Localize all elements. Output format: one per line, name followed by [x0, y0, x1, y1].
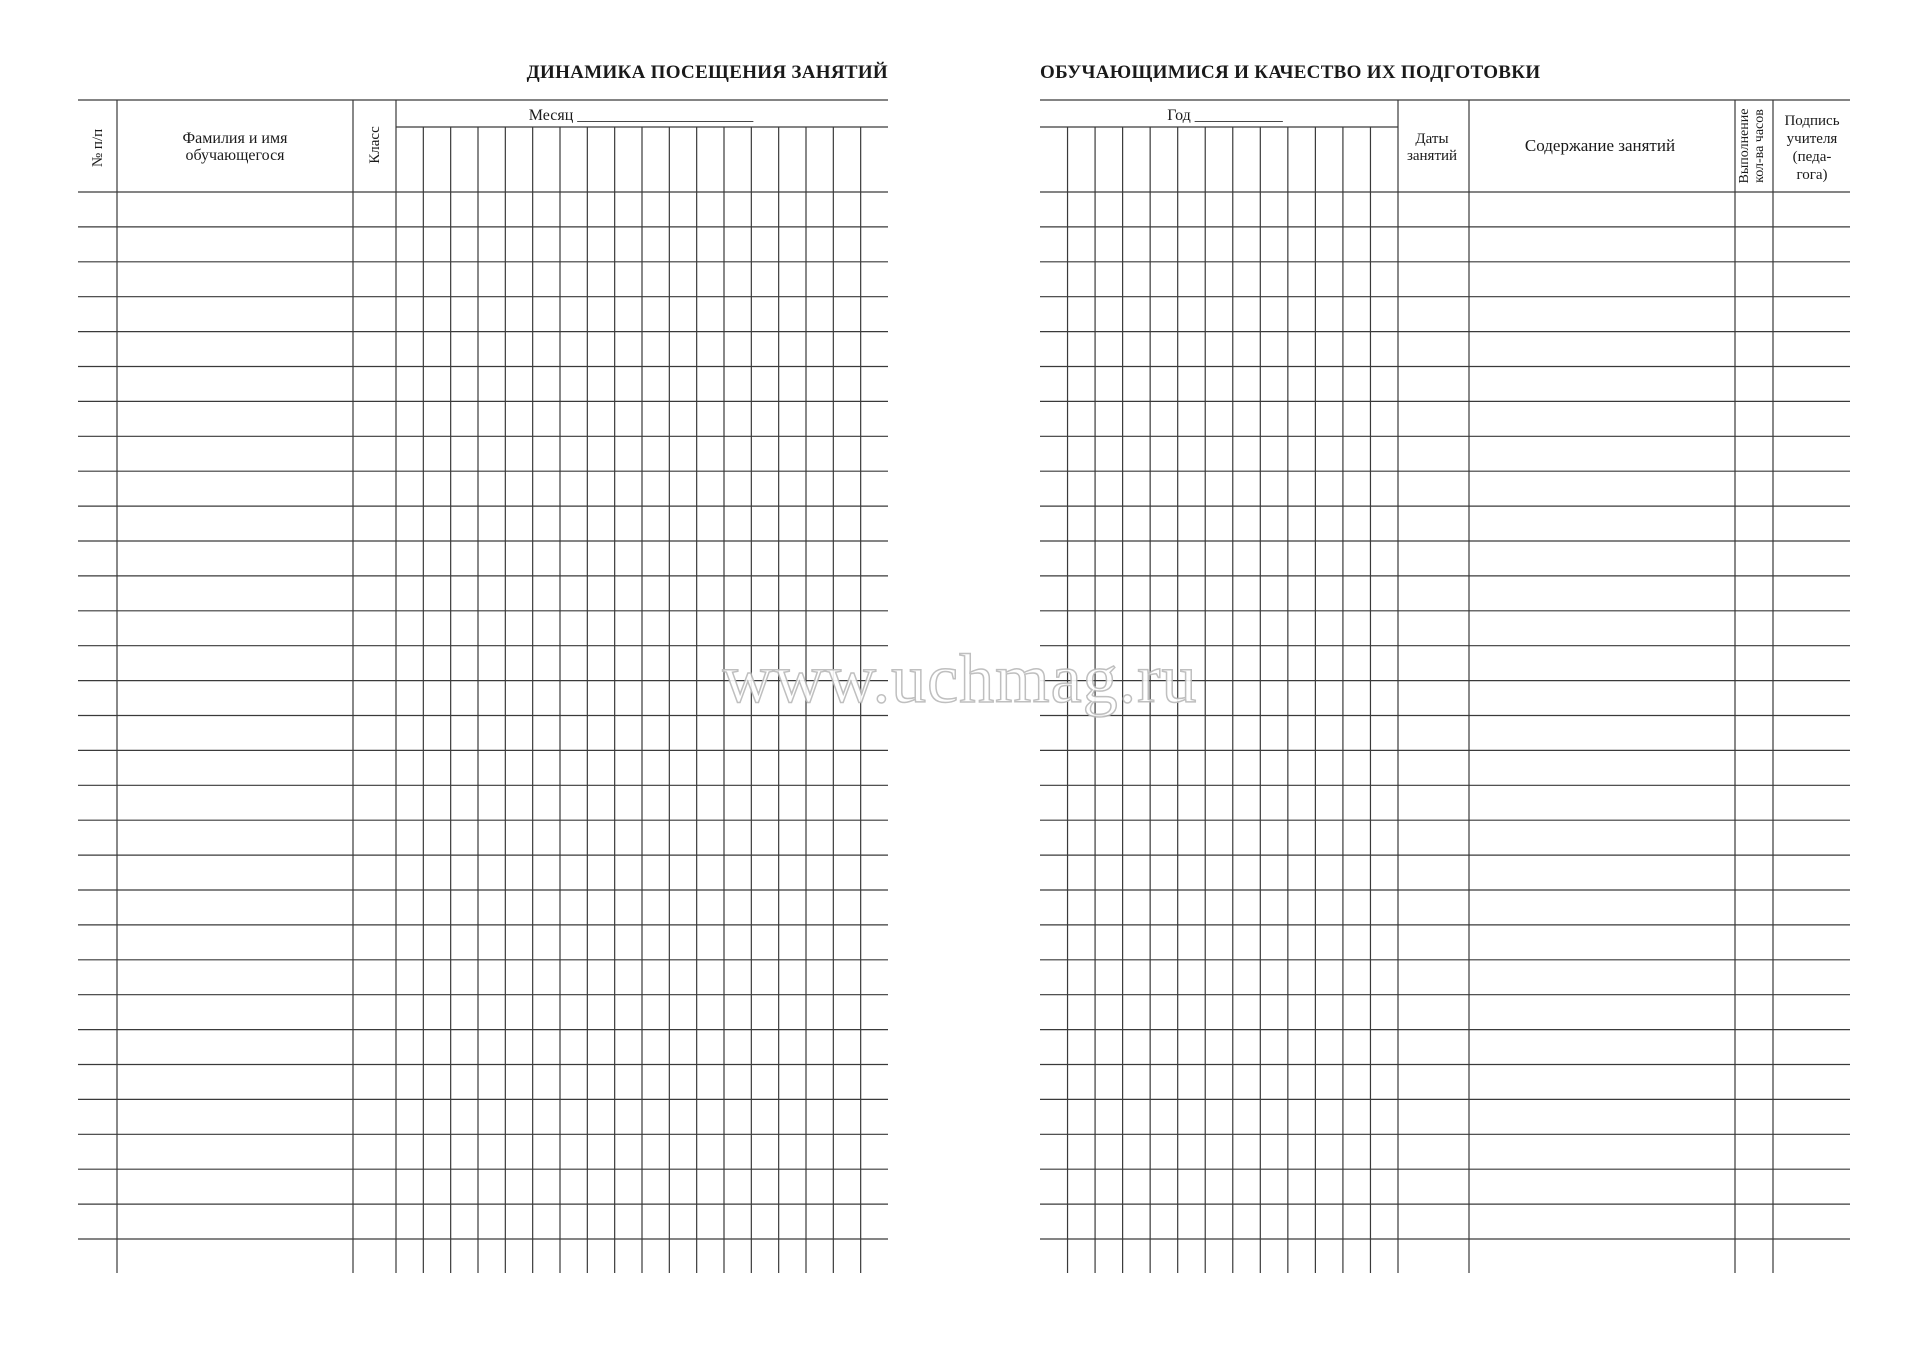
header-dates-line2: занятий [1406, 148, 1458, 164]
header-dates-line1: Даты [1415, 131, 1449, 147]
watermark: www.uchmag.ru [722, 641, 1198, 718]
header-name-line1: Фамилия и имя [182, 130, 288, 147]
header-year: Год ___________ [1167, 107, 1283, 124]
header-name-line2: обучающегося [185, 147, 285, 164]
header-sign-line4: гога) [1796, 167, 1828, 183]
header-month: Месяц ______________________ [528, 107, 754, 124]
header-hours-line2: кол-ва часов [1752, 109, 1767, 183]
header-class: Класс [367, 126, 383, 164]
header-sign-line3: (педа- [1792, 149, 1832, 165]
header-sign-line1: Подпись [1784, 113, 1840, 129]
left-page-title: ДИНАМИКА ПОСЕЩЕНИЯ ЗАНЯТИЙ [526, 62, 888, 83]
header-sign-line2: учителя [1786, 131, 1838, 147]
header-hours-line1: Выполнение [1737, 108, 1752, 184]
header-content: Содержание занятий [1524, 136, 1676, 155]
header-number: № п/п [90, 128, 106, 168]
right-page-title: ОБУЧАЮЩИМИСЯ И КАЧЕСТВО ИХ ПОДГОТОВКИ [1040, 62, 1541, 83]
